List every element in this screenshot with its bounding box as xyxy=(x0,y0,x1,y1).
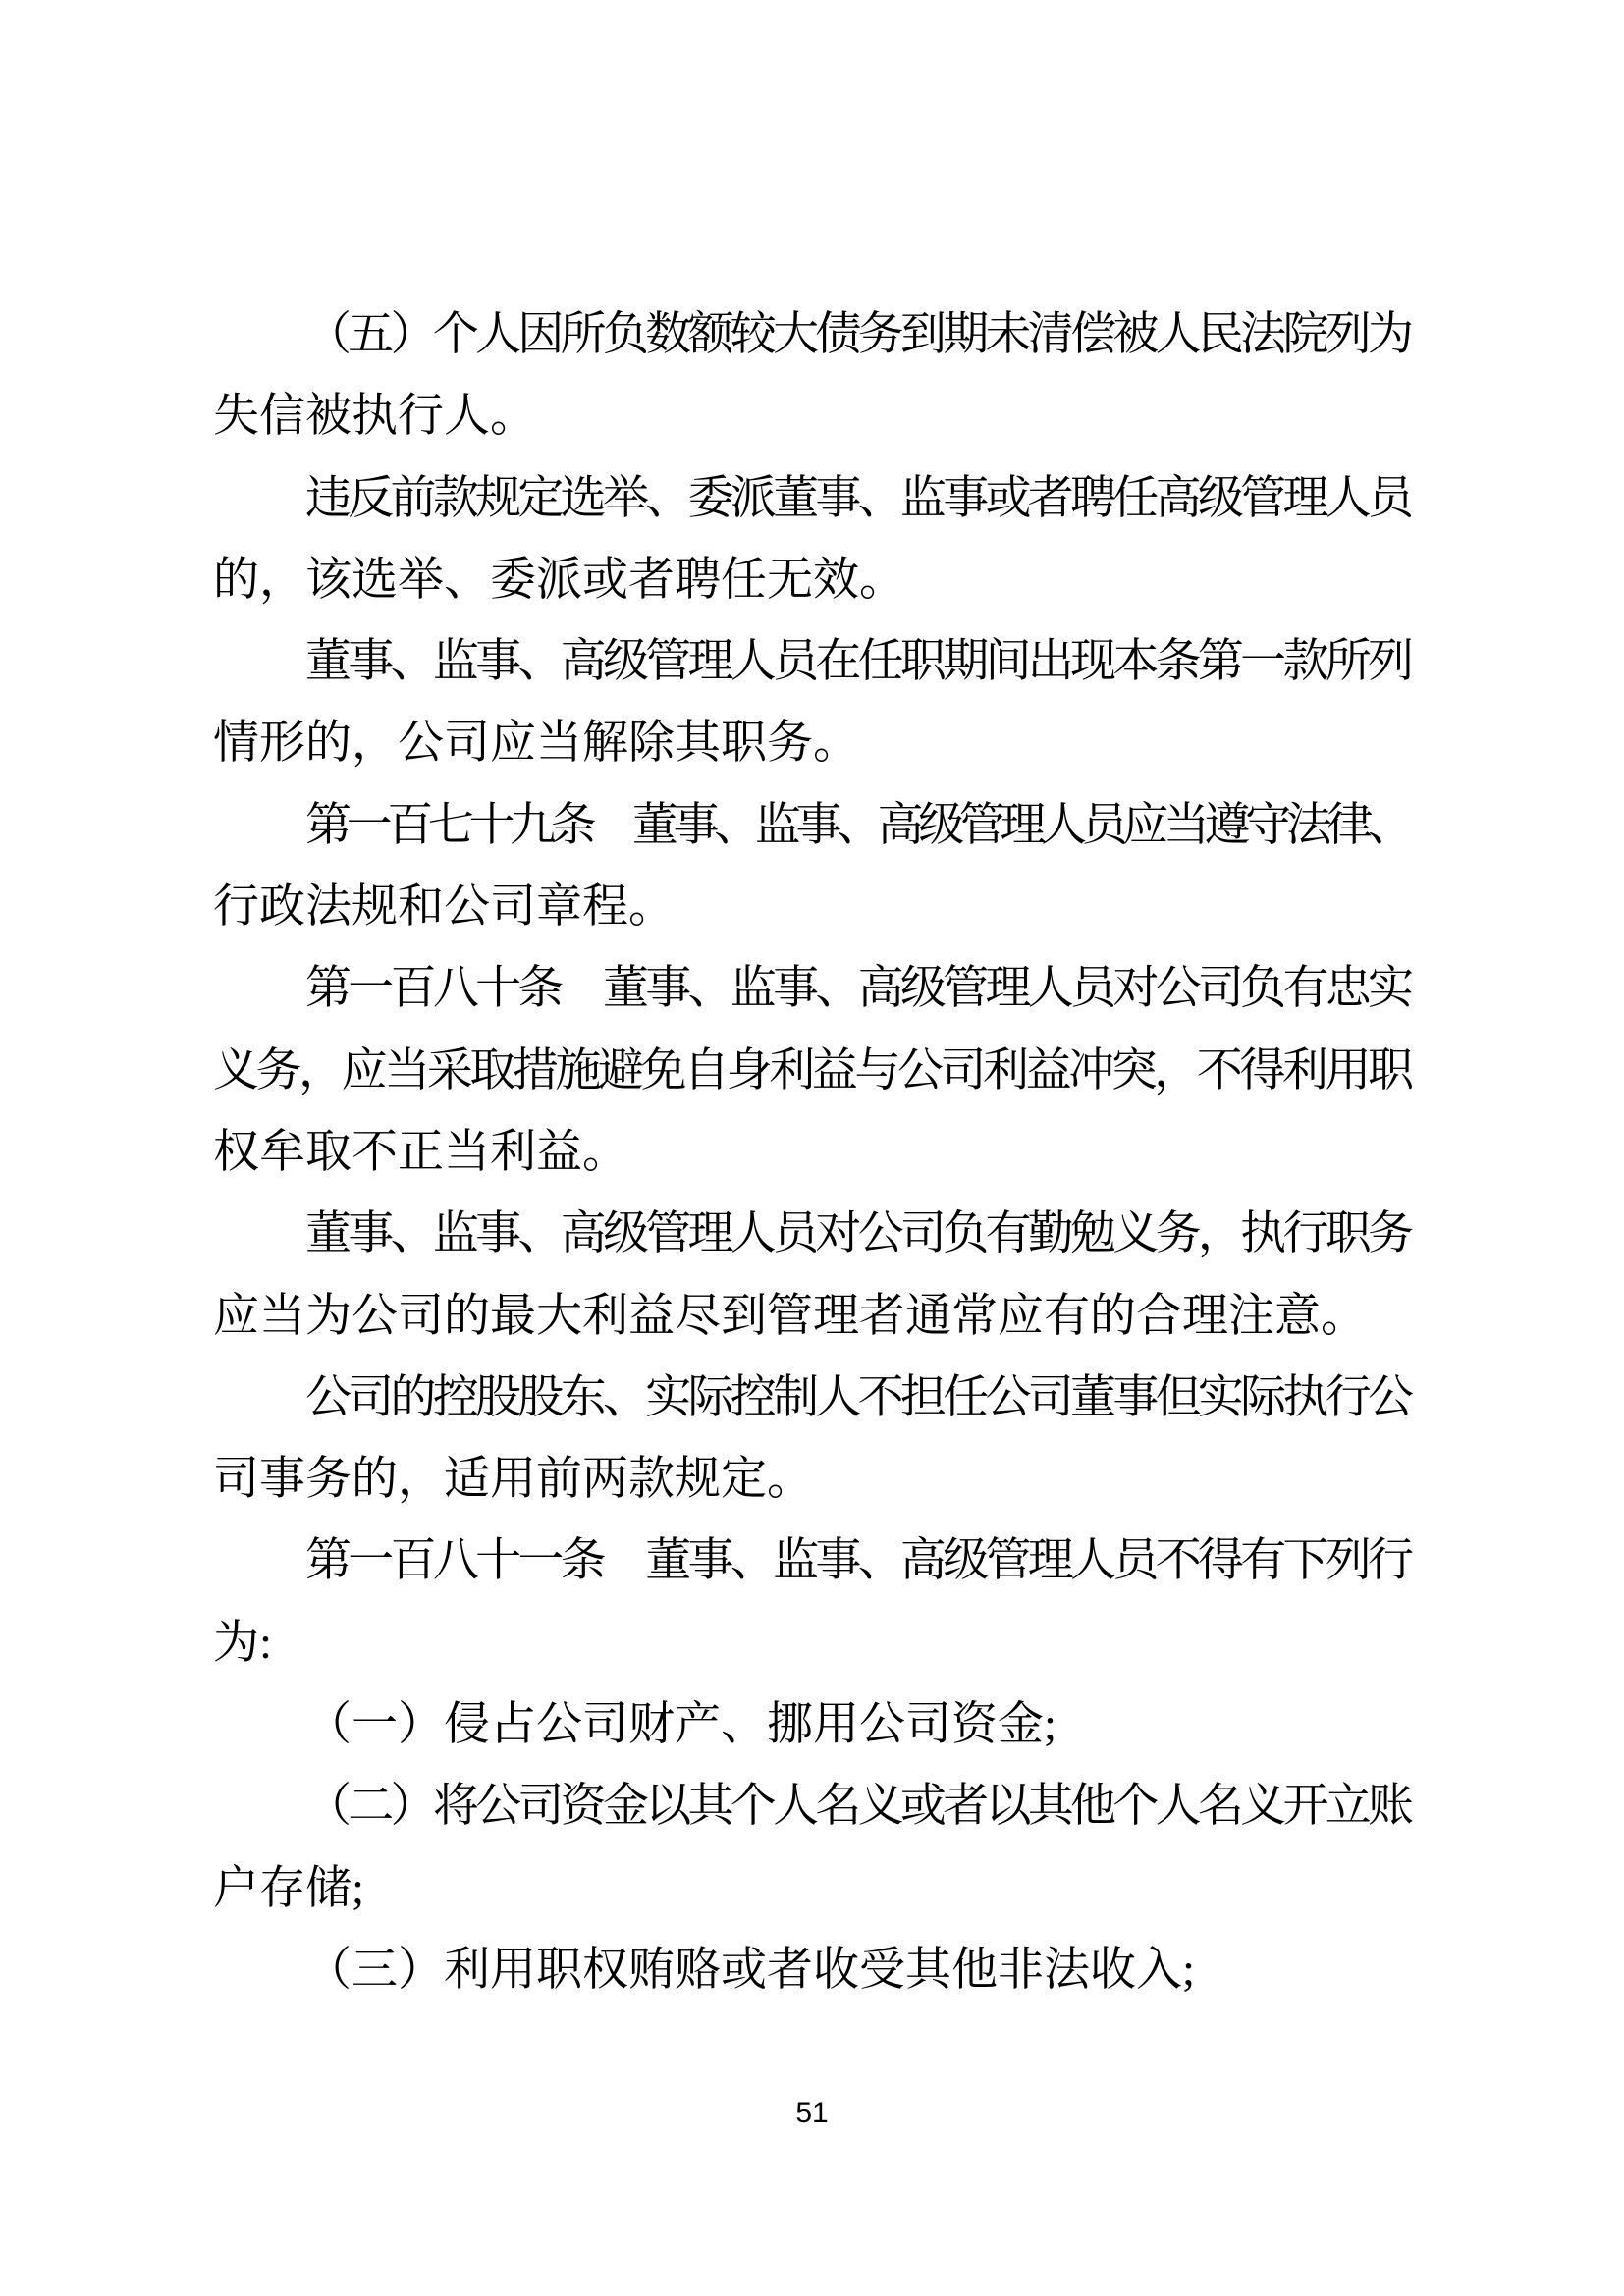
text-line: 失信被执行人。 xyxy=(213,391,536,443)
paragraph xyxy=(213,948,1414,1194)
text-line: （三）利用职权贿赂或者收受其他非法收入; xyxy=(305,1944,1196,1996)
paragraph xyxy=(213,1521,1414,1684)
text-line: 行政法规和公司章程。 xyxy=(213,881,675,934)
text-line: 司事务的，适用前两款规定。 xyxy=(213,1454,813,1506)
text-line: 董事、监事、高级管理人员在任职期间出现本条第一款所列 xyxy=(305,636,1411,688)
text-line: 第一百八十条 董事、监事、高级管理人员对公司负有忠实 xyxy=(305,963,1411,1015)
paragraph xyxy=(213,1930,1414,2011)
paragraph xyxy=(213,1194,1414,1358)
paragraph xyxy=(213,1684,1414,1766)
text-line: 违反前款规定选举、委派董事、监事或者聘任高级管理人员 xyxy=(305,472,1411,524)
text-line: （一）侵占公司财产、挪用公司资金; xyxy=(305,1699,1057,1751)
text-line: 为: xyxy=(213,1617,273,1669)
text-line: （五）个人因所负数额较大债务到期未清偿被人民法院列为 xyxy=(305,309,1411,360)
text-line: 情形的，公司应当解除其职务。 xyxy=(213,718,859,770)
text-line: 义务，应当采取措施避免自身利益与公司利益冲突，不得利用职 xyxy=(213,1044,1411,1096)
text-line: 第一百八十一条 董事、监事、高级管理人员不得有下列行 xyxy=(305,1535,1411,1587)
paragraph xyxy=(213,1766,1414,1930)
text-line: 董事、监事、高级管理人员对公司负有勤勉义务，执行职务 xyxy=(305,1208,1411,1260)
text-line: 的，该选举、委派或者聘任无效。 xyxy=(213,554,905,606)
text-line: （二）将公司资金以其个人名义或者以其他个人名义开立账 xyxy=(305,1781,1411,1833)
paragraph xyxy=(213,458,1414,622)
text-line: 公司的控股股东、实际控制人不担任公司董事但实际执行公 xyxy=(305,1371,1411,1423)
paragraph xyxy=(213,785,1414,949)
page-number: 51 xyxy=(795,2097,829,2129)
text-line: 户存储; xyxy=(213,1862,365,1914)
document-body xyxy=(213,294,1414,2011)
text-line: 第一百七十九条 董事、监事、高级管理人员应当遵守法律、 xyxy=(305,799,1409,851)
text-line: 权牟取不正当利益。 xyxy=(213,1126,628,1178)
text-line: 应当为公司的最大利益尽到管理者通常应有的合理注意。 xyxy=(213,1290,1367,1342)
paragraph xyxy=(213,1358,1414,1522)
paragraph xyxy=(213,621,1414,785)
paragraph xyxy=(213,294,1414,458)
